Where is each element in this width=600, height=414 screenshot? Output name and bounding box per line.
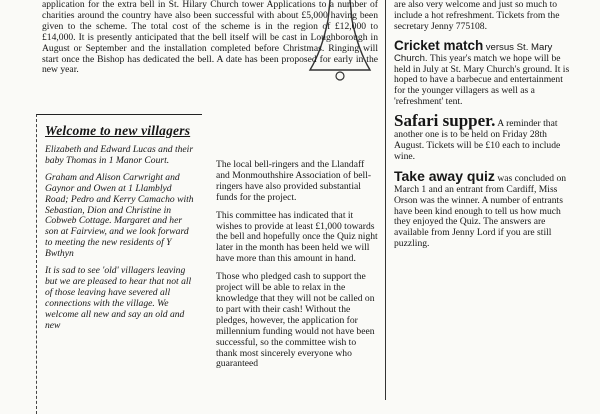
takeaway-section bbox=[394, 167, 574, 250]
column-divider bbox=[385, 0, 386, 400]
cricket-subtitle: versus St. Mary Church. bbox=[394, 41, 553, 64]
intro-text: are also very welcome and just so much to include a hot refreshment. Tickets from the secretary Jenny 775108. bbox=[394, 0, 560, 32]
events-column bbox=[394, 0, 574, 258]
cricket-heading: Cricket match bbox=[394, 37, 484, 53]
welcome-para-3: It is sad to see 'old' villagers leaving but we are pleased to hear that not all of those leaving have severed all connections with the village. We welcome all new and say an old and new bbox=[45, 265, 192, 331]
safari-section bbox=[394, 111, 574, 163]
safari-heading: Safari supper. bbox=[394, 111, 496, 131]
intro-section bbox=[394, 0, 574, 33]
takeaway-text: was concluded on March 1 and an entrant from Cardiff, Miss Orson was the winner. A number of entrants have been kind enough to tell us how much they enjoyed the Quiz. The answers are available from Jenny Lord if you are still puzzling. bbox=[394, 172, 567, 250]
bell-appeal-article bbox=[42, 0, 378, 80]
mid-para-2: This committee has indicated that it wishes to provide at least £1,000 towards the bell and hopefully once the Quiz night later in the month has been held we will have more than this amount in hand. bbox=[216, 209, 378, 265]
welcome-box bbox=[36, 114, 202, 414]
mid-para-3: Those who pledged cash to support the project will be able to relax in the knowledge that they will not be called on to part with their cash! Without the pledges, however, the application for millennium funding would not have been successful, so the committee wish to thank most sincerely everyone who guaranteed bbox=[216, 271, 375, 370]
bell-funding-column bbox=[216, 160, 378, 377]
safari-text: A reminder that another one is to be held on Friday 28th August. Tickets will be £10 each to include wine. bbox=[394, 118, 561, 162]
cricket-section bbox=[394, 37, 574, 108]
welcome-para-2: Graham and Alison Carwright and Gaynor and Owen at 1 Llamblyd Road; Pedro and Kerry Camacho with Sebastian, Dion and Christine in Cobweb Cottage. Margaret and her son at Fairview, and we look forward to meeting the new residents of Y Bwthyn bbox=[45, 171, 194, 260]
bell-appeal-text: application for the extra bell in St. Hilary Church tower Applications to a number of charities around the country have also been successful with about £5,000 having been given to the scheme. The total cost of the scheme is in the region of £12,000 to £14,000. It is presently anticipated that the bell itself will be cast in Loughborough in August or September and the installation completed before Christmas. Ringing will start once the Bishop has dedicated the bell. A date has been proposed for early in the new year. bbox=[42, 0, 378, 76]
takeaway-heading: Take away quiz bbox=[394, 167, 495, 184]
cricket-text: This year's match we hope will be held in July at St. Mary Church's ground. It is hoped to have a barbecue and entertainment for the younger villagers as well as a 'refreshment' tent. bbox=[394, 52, 570, 108]
mid-para-1: The local bell-ringers and the Llandaff and Monmouthshire Association of bell-ringers have also provided substantial funds for the project. bbox=[216, 159, 372, 203]
welcome-heading: Welcome to new villagers bbox=[45, 123, 191, 138]
welcome-para-1: Elizabeth and Edward Lucas and their baby Thomas in 1 Manor Court. bbox=[45, 144, 194, 166]
